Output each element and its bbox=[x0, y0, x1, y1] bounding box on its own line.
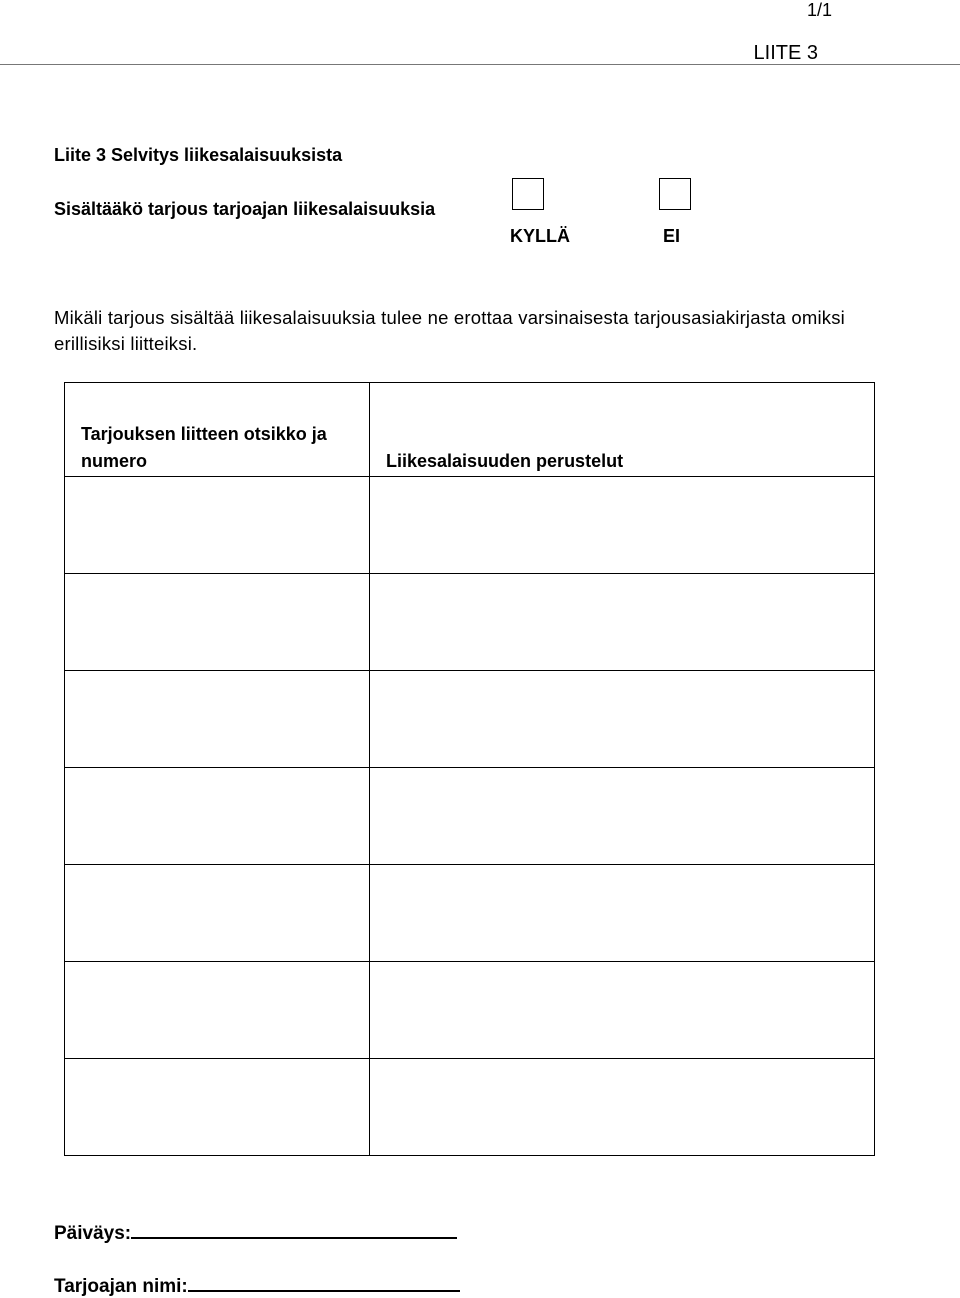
attachment-cell[interactable] bbox=[65, 1059, 370, 1156]
attachment-cell[interactable] bbox=[65, 477, 370, 574]
date-input-line[interactable] bbox=[131, 1219, 457, 1239]
table-row bbox=[65, 671, 875, 768]
table-header-row bbox=[65, 383, 875, 477]
table-row bbox=[65, 768, 875, 865]
table-row bbox=[65, 962, 875, 1059]
justification-cell[interactable] bbox=[370, 671, 875, 768]
justification-cell[interactable] bbox=[370, 574, 875, 671]
column-header-attachment: Tarjouksen liitteen otsikko ja numero bbox=[65, 383, 370, 477]
attachment-cell[interactable] bbox=[65, 768, 370, 865]
bidder-name-field bbox=[54, 1272, 460, 1298]
no-label: EI bbox=[663, 226, 681, 246]
bidder-name-input-line[interactable] bbox=[188, 1272, 460, 1292]
bidder-name-label: Tarjoajan nimi: bbox=[54, 1276, 188, 1297]
header-divider bbox=[0, 64, 960, 65]
attachment-cell[interactable] bbox=[65, 574, 370, 671]
table-row bbox=[65, 865, 875, 962]
date-label: Päiväys: bbox=[54, 1223, 132, 1244]
justification-cell[interactable] bbox=[370, 865, 875, 962]
justification-cell[interactable] bbox=[370, 1059, 875, 1156]
attachment-cell[interactable] bbox=[65, 671, 370, 768]
yes-label: KYLLÄ bbox=[510, 226, 570, 246]
justification-cell[interactable] bbox=[370, 477, 875, 574]
table-row bbox=[65, 477, 875, 574]
table-row bbox=[65, 574, 875, 671]
trade-secret-question: Sisältääkö tarjous tarjoajan liikesalaisuuksia bbox=[54, 199, 436, 219]
instruction-text: Mikäli tarjous sisältää liikesalaisuuksia tulee ne erottaa varsinaisesta tarjousasiakirjasta omiksi erillisiksi liitteiksi. bbox=[54, 307, 845, 354]
yes-checkbox[interactable] bbox=[512, 178, 544, 210]
page-number: 1/1 bbox=[806, 0, 832, 20]
date-field bbox=[54, 1219, 457, 1245]
justification-cell[interactable] bbox=[370, 962, 875, 1059]
document-title: Liite 3 Selvitys liikesalaisuuksista bbox=[54, 145, 343, 165]
trade-secret-table bbox=[64, 382, 875, 1156]
table-row bbox=[65, 1059, 875, 1156]
appendix-label: LIITE 3 bbox=[753, 42, 818, 64]
attachment-cell[interactable] bbox=[65, 962, 370, 1059]
justification-cell[interactable] bbox=[370, 768, 875, 865]
no-checkbox[interactable] bbox=[659, 178, 691, 210]
attachment-cell[interactable] bbox=[65, 865, 370, 962]
column-header-justification: Liikesalaisuuden perustelut bbox=[370, 383, 875, 477]
